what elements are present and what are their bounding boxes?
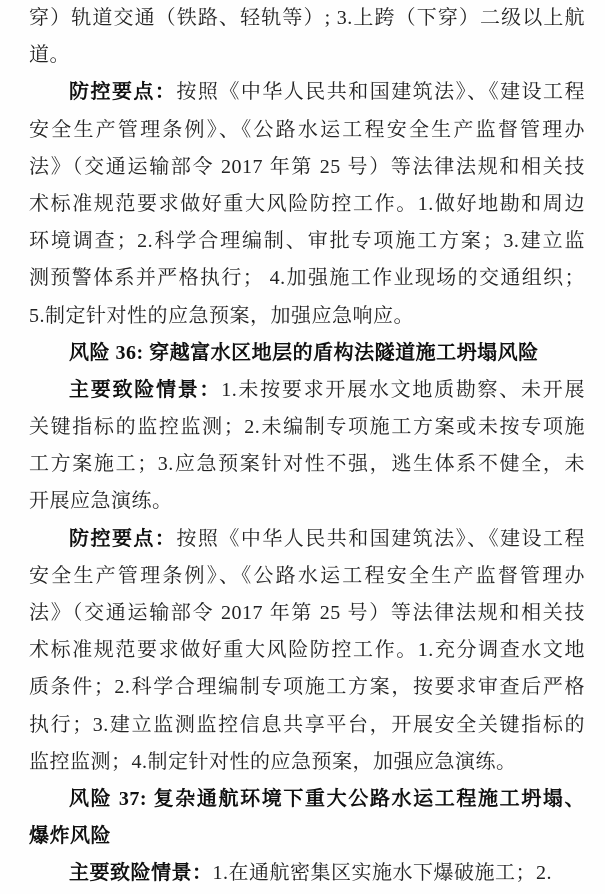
text-line: [29, 260, 585, 297]
line-text: 按照《中华人民共和国建筑法》、《建设工程: [176, 81, 586, 104]
text-line: [29, 37, 585, 74]
line-text: 监控监测；4.制定针对性的应急预案，加强应急演练。: [29, 750, 517, 773]
text-line: [29, 521, 585, 558]
text-line: [29, 595, 585, 632]
heading-text: 风险 37: 复杂通航环境下重大公路水运工程施工坍塌、: [69, 787, 585, 810]
text-line: [29, 186, 585, 223]
text-line: [29, 223, 585, 260]
line-text: 术标准规范要求做好重大风险防控工作。1.做好地勘和周边: [29, 192, 585, 215]
text-line: [29, 372, 585, 409]
paragraph-lead-label: 防控要点：: [69, 81, 177, 104]
line-text: 道。: [29, 44, 70, 67]
line-text: 穿）轨道交通（铁路、轻轨等）; 3.上跨（下穿）二级以上航: [29, 7, 585, 29]
text-line: [29, 298, 585, 335]
line-text: 5.制定针对性的应急预案，加强应急响应。: [29, 304, 414, 327]
risk-37-heading-continued: [29, 818, 585, 855]
line-text: 1.在通航密集区实施水下爆破施工；2.: [212, 862, 552, 885]
line-text: 1.未按要求开展水文地质勘察、未开展: [221, 378, 586, 401]
text-line: [29, 744, 585, 781]
text-line: [29, 149, 585, 186]
text-line: [29, 707, 585, 744]
line-text: 安全生产管理条例》、《公路水运工程安全生产监督管理办: [29, 118, 585, 141]
paragraph-lead-label: 主要致险情景：: [69, 378, 222, 401]
heading-text: 爆炸风险: [29, 825, 111, 848]
text-line: [29, 446, 585, 483]
risk-36-heading: [29, 335, 585, 372]
line-text: 质条件；2.科学合理编制专项施工方案，按要求审查后严格: [29, 676, 585, 699]
line-text: 术标准规范要求做好重大风险防控工作。1.充分调查水文地: [29, 639, 585, 662]
paragraph-lead-label: 主要致险情景：: [69, 862, 213, 885]
line-text: 执行；3.建立监测监控信息共享平台，开展安全关键指标的: [29, 713, 585, 736]
risk-37-heading: [29, 781, 585, 818]
heading-text: 风险 36: 穿越富水区地层的盾构法隧道施工坍塌风险: [69, 341, 539, 364]
text-line: [29, 483, 585, 520]
paragraph-lead-label: 防控要点：: [69, 527, 177, 550]
text-line: [29, 558, 585, 595]
line-text: 关键指标的监控监测；2.未编制专项施工方案或未按专项施: [29, 416, 585, 439]
line-text: 法》（交通运输部令 2017 年第 25 号）等法律法规和相关技: [29, 155, 585, 178]
line-text: 法》（交通运输部令 2017 年第 25 号）等法律法规和相关技: [29, 602, 585, 624]
line-text: 工方案施工；3.应急预案针对性不强，逃生体系不健全，未: [29, 453, 585, 476]
line-text: 按照《中华人民共和国建筑法》、《建设工程: [176, 527, 586, 550]
text-line: [29, 112, 585, 149]
line-text: 环境调查；2.科学合理编制、审批专项施工方案；3.建立监: [29, 230, 585, 253]
line-text: 安全生产管理条例》、《公路水运工程安全生产监督管理办: [29, 564, 585, 587]
text-line: [29, 855, 585, 892]
line-text: 测预警体系并严格执行； 4.加强施工作业现场的交通组织；: [29, 267, 585, 290]
text-line: [29, 409, 585, 446]
text-line: [29, 669, 585, 706]
text-line: [29, 632, 585, 669]
text-line: [29, 0, 585, 37]
text-line: [29, 74, 585, 111]
line-text: 开展应急演练。: [29, 490, 173, 513]
